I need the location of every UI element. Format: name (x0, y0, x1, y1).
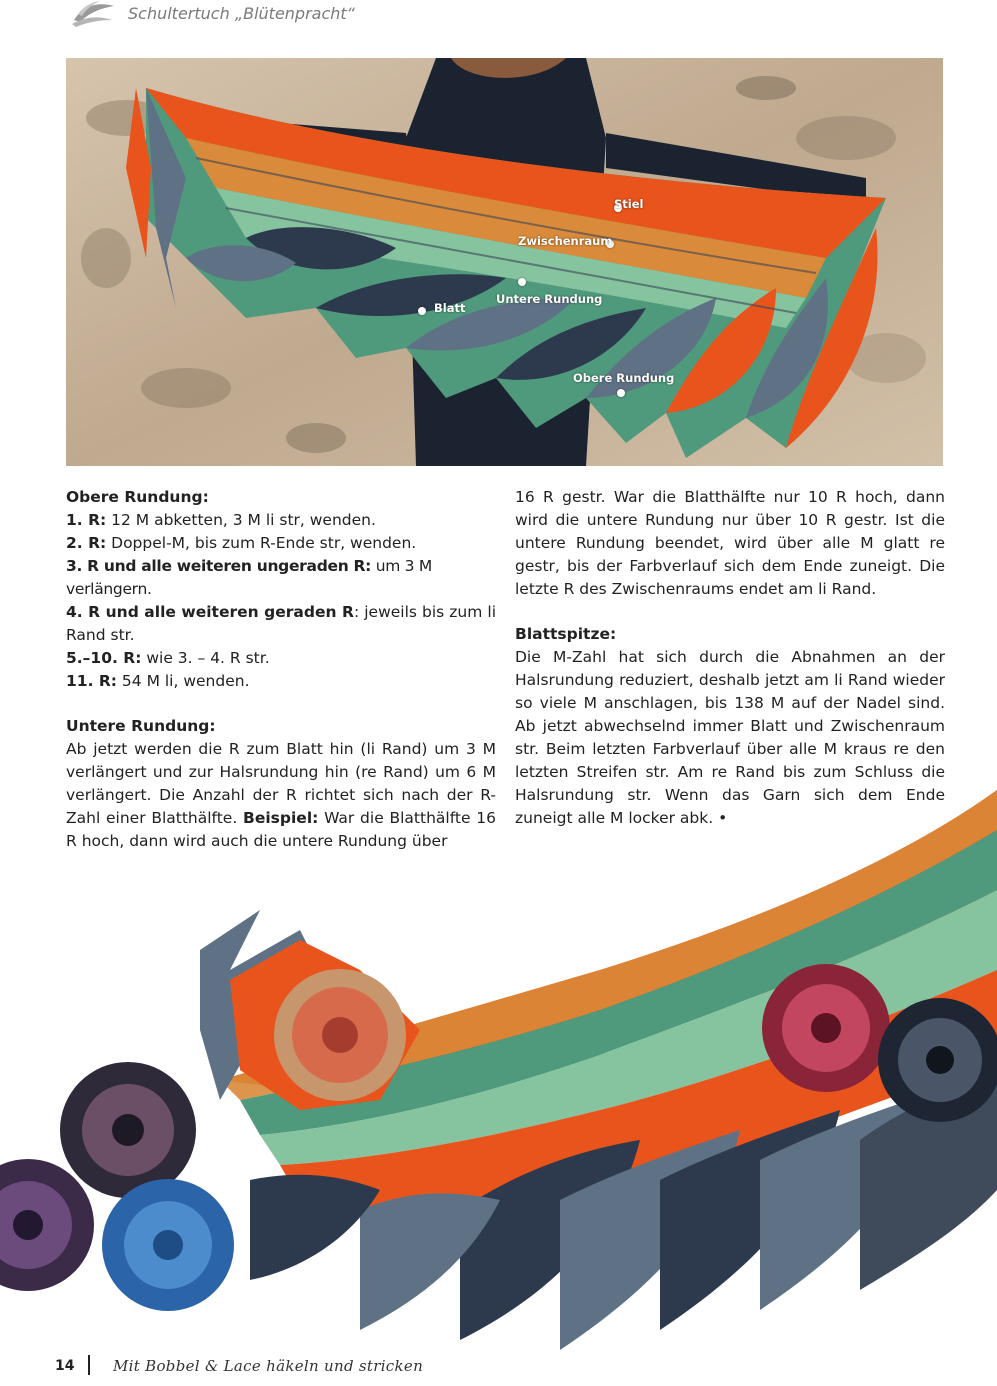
page-number: 14 (55, 1358, 75, 1374)
page-header (70, 0, 670, 30)
row-11 (66, 670, 496, 693)
row-2-text: Doppel-M, bis zum R-Ende str, wenden. (106, 534, 417, 552)
label-untere-rundung: Untere Rundung (496, 292, 603, 306)
shawl-illustration (66, 58, 943, 466)
obere-rundung-heading: Obere Rundung: (66, 488, 209, 506)
row-1 (66, 509, 496, 532)
row-5-text: wie 3. – 4. R str. (141, 649, 270, 667)
row-3 (66, 555, 496, 601)
untere-text-2: War die Blatthälfte 16 R hoch, dann wird auch die untere Rundung über (66, 809, 496, 850)
row-4-prefix: 4. R und alle weiteren geraden R (66, 603, 354, 621)
row-5-10 (66, 647, 496, 670)
label-obere-rundung: Obere Rundung (573, 371, 675, 385)
blattspitze-heading: Blattspitze: (515, 625, 617, 643)
row-5-prefix: 5.–10. R: (66, 649, 142, 667)
label-stiel: Stiel (614, 197, 644, 211)
shawl-yarn-illustration (0, 770, 997, 1360)
label-zwischenraum: Zwischenraum (518, 234, 613, 248)
page-footer (55, 1355, 655, 1379)
row-2 (66, 532, 496, 555)
shawl-yarn-photo (0, 770, 997, 1360)
obere-rundung-marker (617, 389, 625, 397)
blatt-marker (418, 307, 426, 315)
row-4 (66, 601, 496, 647)
row-1-prefix: 1. R: (66, 511, 107, 529)
shawl-photo (66, 58, 943, 466)
row-1-text: 12 M abketten, 3 M li str, wenden. (106, 511, 376, 529)
blattspitze-text: Die M-Zahl hat sich durch die Abnahmen an der Halsrundung reduziert, deshalb jetzt am li Rand wieder so viele M anschlagen, bis 138 M auf der Nadel sind. Ab jetzt abwechselnd immer Blatt und Zwischenraum str. Beim letzten Farbverlauf über alle M kraus re den letzten Streifen str. Am re Rand bis zum Schluss die Halsrundung str. Wenn das Garn sich dem Ende zuneigt alle M locker abk. • (515, 648, 945, 827)
label-blatt: Blatt (434, 301, 466, 315)
row-11-text: 54 M li, wenden. (117, 672, 250, 690)
book-title: Mit Bobbel & Lace häkeln und stricken (113, 1357, 424, 1375)
beispiel-label: Beispiel: (243, 809, 319, 827)
row-3-prefix: 3. R und alle weiteren ungeraden R: (66, 557, 372, 575)
leaf-logo-icon (70, 0, 118, 28)
continuation-text: 16 R gestr. War die Blatthälfte nur 10 R hoch, dann wird die untere Rundung nur über 10 R gestr. Ist die untere Rundung beendet, wird über alle M glatt re gestr, bis der Farbverlauf sich dem Ende zuneigt. Die letzte R des Zwischenraums endet am li Rand. (515, 488, 945, 598)
row-11-prefix: 11. R: (66, 672, 117, 690)
untere-rundung-marker (518, 278, 526, 286)
footer-separator (88, 1355, 90, 1375)
row-3-text: um 3 M verlängern. (66, 557, 432, 598)
header-title: Schultertuch „Blütenpracht“ (128, 4, 355, 23)
untere-text-1: Ab jetzt werden die R zum Blatt hin (li Rand) um 3 M verlängert und zur Halsrundung hin (re Rand) um 6 M verlängert. Die Anzahl der R richtet sich nach der R-Zahl einer Blatthälfte. (66, 740, 496, 827)
row-4-text: : jeweils bis zum li Rand str. (66, 603, 497, 644)
row-2-prefix: 2. R: (66, 534, 107, 552)
untere-rundung-heading: Untere Rundung: (66, 717, 216, 735)
